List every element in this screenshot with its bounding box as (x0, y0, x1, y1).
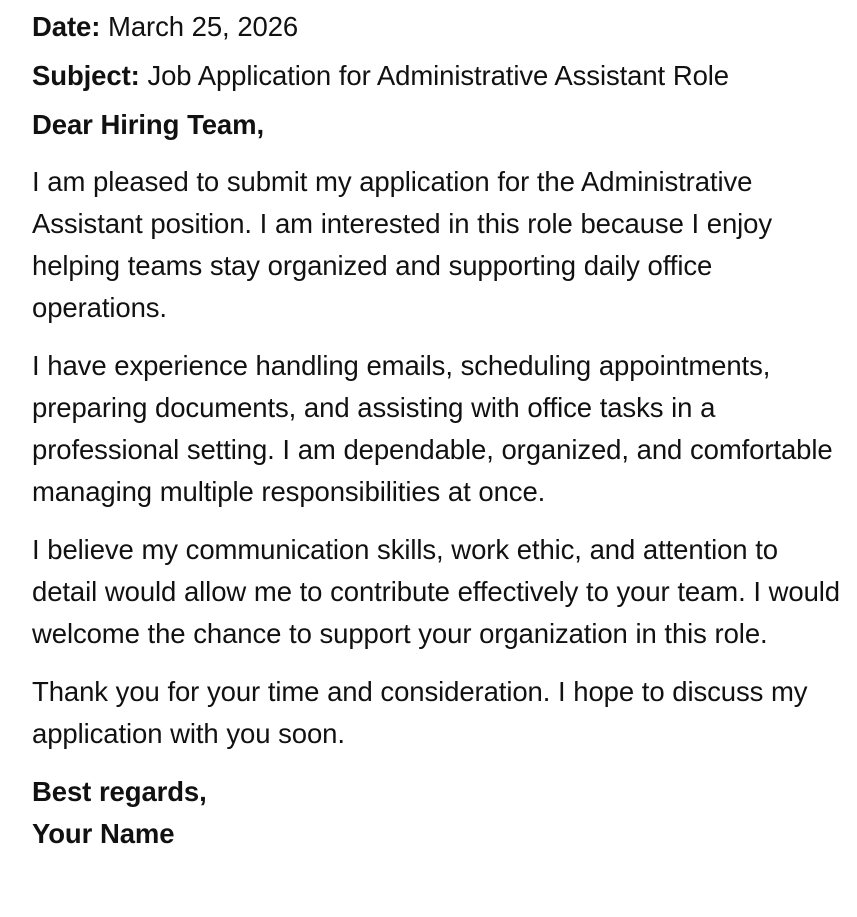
signature-name: Your Name (32, 818, 175, 849)
closing-block (32, 771, 848, 855)
body-paragraph-1: I am pleased to submit my application for the Administrative Assistant position. I am interested in this role because I enjoy helping teams stay organized and supporting daily office operations. (32, 166, 773, 323)
date-value: March 25, 2026 (108, 11, 299, 42)
date-label: Date: (32, 11, 101, 42)
date-field (32, 6, 848, 48)
body-paragraph-3: I believe my communication skills, work ethic, and attention to detail would allow me to contribute effectively to your team. I would welcome the chance to support your organization in this role. (32, 534, 840, 649)
body-paragraph-2: I have experience handling emails, scheduling appointments, preparing documents, and assisting with office tasks in a professional setting. I am dependable, organized, and comfortable managing multiple responsibilities at once. (32, 350, 833, 507)
valediction: Best regards, (32, 776, 207, 807)
subject-label: Subject: (32, 60, 140, 91)
salutation: Dear Hiring Team, (32, 109, 265, 140)
subject-value: Job Application for Administrative Assistant Role (147, 60, 729, 91)
body-paragraph-4: Thank you for your time and consideration. I hope to discuss my application with you soon. (32, 676, 808, 749)
subject-field (32, 55, 848, 97)
